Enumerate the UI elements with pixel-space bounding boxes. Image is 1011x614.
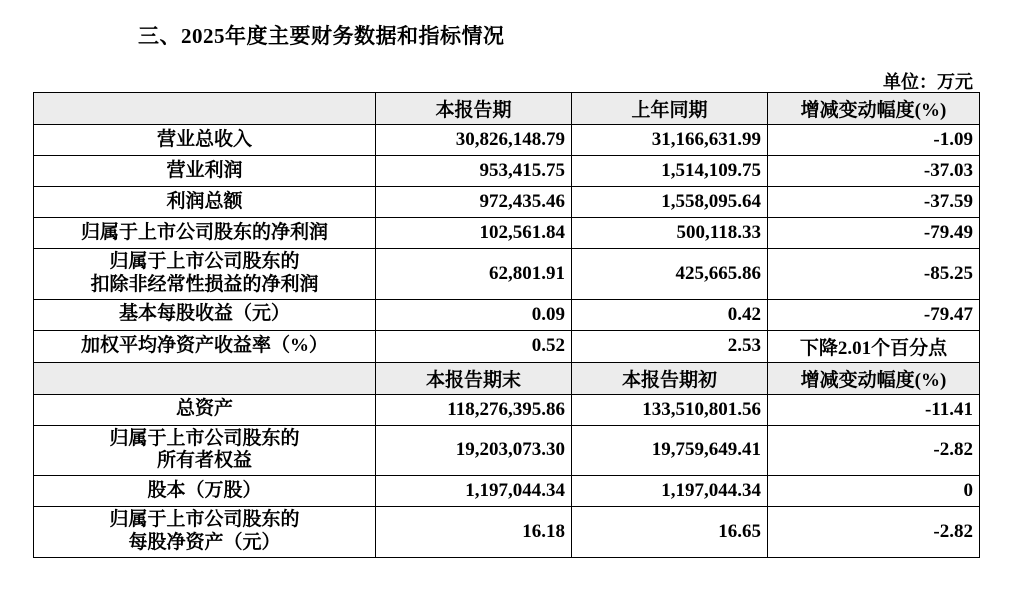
row-change-value: -2.82: [768, 425, 980, 476]
financial-table: [33, 92, 980, 558]
row-change-value: -79.49: [768, 218, 980, 249]
row-label-line2: 所有者权益: [156, 450, 252, 472]
table-row: [34, 476, 980, 507]
table-header-period: [34, 93, 980, 125]
row-label: 股本（万股）: [34, 476, 376, 507]
header-blank-cell: [34, 362, 376, 394]
row-label: [34, 249, 376, 300]
row-label: 归属于上市公司股东的净利润: [34, 218, 376, 249]
row-label: 基本每股收益（元）: [34, 299, 376, 330]
table-row: [34, 425, 980, 476]
table-body: [34, 93, 980, 558]
table-row: [34, 299, 980, 330]
row-change-value: -1.09: [768, 125, 980, 156]
header-current-balance: 本报告期末: [376, 362, 572, 394]
row-label-line1: 归属于上市公司股东的: [109, 251, 300, 272]
page-title: 三、2025年度主要财务数据和指标情况: [138, 24, 505, 48]
row-previous-value: 1,514,109.75: [572, 156, 768, 187]
row-label: 加权平均净资产收益率（%）: [34, 330, 376, 362]
row-current-value: 102,561.84: [376, 218, 572, 249]
row-current-value: 62,801.91: [376, 249, 572, 300]
row-label-line1: 归属于上市公司股东的: [109, 427, 300, 449]
financial-table-wrapper: [33, 92, 979, 558]
table-row: [34, 249, 980, 300]
header-change-period: 增减变动幅度(%): [768, 93, 980, 125]
table-row: [34, 125, 980, 156]
header-change-balance: 增减变动幅度(%): [768, 362, 980, 394]
row-previous-value: 1,197,044.34: [572, 476, 768, 507]
header-blank-cell: [34, 93, 376, 125]
row-previous-value: 133,510,801.56: [572, 394, 768, 425]
table-row: [34, 156, 980, 187]
row-label: [34, 507, 376, 558]
row-previous-value: 19,759,649.41: [572, 425, 768, 476]
row-current-value: 19,203,073.30: [376, 425, 572, 476]
row-change-value: 下降2.01个百分点: [768, 330, 980, 362]
header-current-period: 本报告期: [376, 93, 572, 125]
row-label: 利润总额: [34, 187, 376, 218]
row-label-line1: 归属于上市公司股东的: [109, 509, 300, 531]
table-header-balance: [34, 362, 980, 394]
unit-note: 单位：万元: [883, 72, 973, 92]
table-row: [34, 187, 980, 218]
row-change-value: -37.03: [768, 156, 980, 187]
row-previous-value: 0.42: [572, 299, 768, 330]
row-label: [34, 425, 376, 476]
row-current-value: 0.52: [376, 330, 572, 362]
row-change-value: -11.41: [768, 394, 980, 425]
table-row: [34, 394, 980, 425]
row-current-value: 16.18: [376, 507, 572, 558]
row-label-line2: 每股净资产（元）: [128, 531, 281, 553]
row-change-value: -79.47: [768, 299, 980, 330]
row-previous-value: 1,558,095.64: [572, 187, 768, 218]
row-current-value: 953,415.75: [376, 156, 572, 187]
row-label: 营业利润: [34, 156, 376, 187]
table-row: [34, 330, 980, 362]
row-current-value: 0.09: [376, 299, 572, 330]
row-previous-value: 16.65: [572, 507, 768, 558]
row-label-line2: 扣除非经常性损益的净利润: [90, 273, 319, 295]
row-change-value: -37.59: [768, 187, 980, 218]
row-previous-value: 500,118.33: [572, 218, 768, 249]
row-current-value: 118,276,395.86: [376, 394, 572, 425]
row-label: 营业总收入: [34, 125, 376, 156]
row-change-value: 0: [768, 476, 980, 507]
table-row: [34, 507, 980, 558]
row-previous-value: 425,665.86: [572, 249, 768, 300]
row-current-value: 972,435.46: [376, 187, 572, 218]
row-current-value: 30,826,148.79: [376, 125, 572, 156]
table-row: [34, 218, 980, 249]
row-label: 总资产: [34, 394, 376, 425]
row-change-value: -85.25: [768, 249, 980, 300]
row-change-value: -2.82: [768, 507, 980, 558]
row-current-value: 1,197,044.34: [376, 476, 572, 507]
row-previous-value: 31,166,631.99: [572, 125, 768, 156]
row-previous-value: 2.53: [572, 330, 768, 362]
header-previous-period: 上年同期: [572, 93, 768, 125]
header-previous-balance: 本报告期初: [572, 362, 768, 394]
